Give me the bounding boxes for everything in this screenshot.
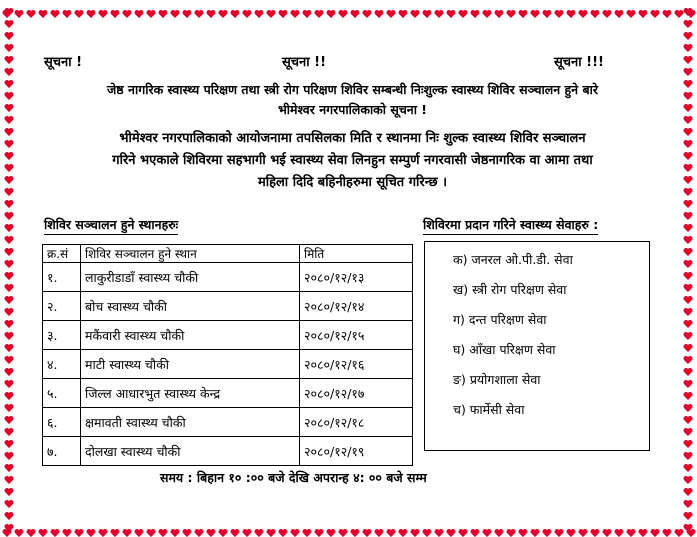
services-box bbox=[424, 241, 650, 451]
heart-icon bbox=[458, 523, 468, 533]
heart-icon bbox=[542, 4, 552, 14]
heart-icon bbox=[254, 523, 264, 533]
heart-icon bbox=[626, 523, 636, 533]
heart-icon bbox=[482, 4, 492, 14]
heart-icon bbox=[4, 470, 14, 480]
heart-icon bbox=[170, 523, 180, 533]
heart-icon bbox=[62, 4, 72, 14]
heart-icon bbox=[4, 182, 14, 192]
header-date: मिति bbox=[300, 245, 413, 263]
heart-icon bbox=[26, 523, 36, 533]
row-location: माटी स्वास्थ्य चौकी bbox=[81, 350, 300, 379]
intro-line-1: भीमेश्वर नगरपालिकाको आयोजनामा तपसिलका मिति र स्थानमा निः शुल्क स्वास्थ्य शिविर सञ्चालन bbox=[119, 131, 586, 146]
heart-icon bbox=[182, 4, 192, 14]
heart-border-right bbox=[679, 0, 697, 537]
heart-icon bbox=[50, 4, 60, 14]
heart-icon bbox=[683, 194, 693, 204]
heart-icon bbox=[566, 4, 576, 14]
heart-icon bbox=[683, 170, 693, 180]
heart-icon bbox=[4, 98, 14, 108]
heart-icon bbox=[314, 4, 324, 14]
heart-icon bbox=[4, 362, 14, 372]
row-serial: ५. bbox=[43, 379, 81, 408]
heart-icon bbox=[302, 4, 312, 14]
heart-icon bbox=[4, 146, 14, 156]
heart-icon bbox=[4, 434, 14, 444]
heart-icon bbox=[683, 146, 693, 156]
heart-icon bbox=[266, 4, 276, 14]
heart-icon bbox=[302, 523, 312, 533]
heart-icon bbox=[4, 158, 14, 168]
heart-border-bottom bbox=[0, 519, 697, 537]
table-header-row bbox=[43, 245, 413, 263]
table-row bbox=[43, 321, 413, 350]
heart-icon bbox=[62, 523, 72, 533]
heart-icon bbox=[683, 314, 693, 324]
heart-icon bbox=[386, 4, 396, 14]
heart-icon bbox=[683, 482, 693, 492]
table-row bbox=[43, 350, 413, 379]
heart-icon bbox=[683, 350, 693, 360]
heart-icon bbox=[650, 4, 660, 14]
heart-icon bbox=[422, 4, 432, 14]
heart-icon bbox=[683, 506, 693, 516]
heart-icon bbox=[194, 523, 204, 533]
heart-icon bbox=[662, 4, 672, 14]
heart-icon bbox=[662, 523, 672, 533]
heart-icon bbox=[683, 410, 693, 420]
row-serial: ४. bbox=[43, 350, 81, 379]
heart-icon bbox=[362, 523, 372, 533]
heart-icon bbox=[683, 14, 693, 24]
heart-icon bbox=[4, 338, 14, 348]
heart-icon bbox=[4, 194, 14, 204]
intro-line-2: गरिने भएकाले शिविरमा सहभागी भई स्वास्थ्य सेवा लिनहुन सम्पुर्ण नगरवासी जेष्ठनागरिक वा आमा तथा bbox=[112, 153, 593, 168]
heart-icon bbox=[602, 4, 612, 14]
heart-icon bbox=[518, 523, 528, 533]
heart-icon bbox=[4, 254, 14, 264]
row-serial: १. bbox=[43, 263, 81, 292]
heart-icon bbox=[506, 523, 516, 533]
heart-icon bbox=[4, 350, 14, 360]
heart-icon bbox=[134, 4, 144, 14]
heart-icon bbox=[614, 4, 624, 14]
services-list bbox=[453, 250, 573, 430]
heart-icon bbox=[4, 314, 14, 324]
heart-icon bbox=[158, 4, 168, 14]
row-serial: ६. bbox=[43, 408, 81, 437]
heart-icon bbox=[470, 523, 480, 533]
heart-icon bbox=[4, 62, 14, 72]
heart-icon bbox=[170, 4, 180, 14]
heart-icon bbox=[650, 523, 660, 533]
heart-icon bbox=[683, 38, 693, 48]
heart-icon bbox=[4, 458, 14, 468]
heart-icon bbox=[578, 523, 588, 533]
heart-icon bbox=[434, 4, 444, 14]
heart-icon bbox=[683, 494, 693, 504]
heart-icon bbox=[554, 523, 564, 533]
heart-icon bbox=[683, 122, 693, 132]
heart-icon bbox=[683, 470, 693, 480]
heart-icon bbox=[458, 4, 468, 14]
notice-heading-2: सूचना !! bbox=[282, 55, 327, 70]
heart-icon bbox=[290, 523, 300, 533]
list-item: क) जनरल ओ.पी.डी. सेवा bbox=[453, 252, 573, 267]
heart-border-top bbox=[0, 0, 697, 18]
camp-timing: समय : बिहान १० :०० बजे देखि अपरान्ह ४: ०० बजे सम्म bbox=[160, 470, 427, 485]
heart-icon bbox=[542, 523, 552, 533]
heart-icon bbox=[683, 278, 693, 288]
heart-icon bbox=[683, 98, 693, 108]
heart-icon bbox=[122, 4, 132, 14]
heart-icon bbox=[218, 523, 228, 533]
heart-icon bbox=[683, 422, 693, 432]
heart-icon bbox=[242, 4, 252, 14]
heart-icon bbox=[146, 523, 156, 533]
heart-icon bbox=[482, 523, 492, 533]
heart-icon bbox=[422, 523, 432, 533]
heart-icon bbox=[326, 523, 336, 533]
heart-icon bbox=[350, 4, 360, 14]
heart-icon bbox=[110, 4, 120, 14]
heart-icon bbox=[374, 523, 384, 533]
row-serial: ७. bbox=[43, 437, 81, 466]
heart-icon bbox=[683, 398, 693, 408]
heart-icon bbox=[683, 110, 693, 120]
heart-icon bbox=[290, 4, 300, 14]
heart-icon bbox=[446, 523, 456, 533]
heart-icon bbox=[683, 158, 693, 168]
notice-headings bbox=[44, 52, 654, 72]
heart-icon bbox=[554, 4, 564, 14]
heart-icon bbox=[134, 523, 144, 533]
heart-icon bbox=[338, 523, 348, 533]
heart-icon bbox=[4, 122, 14, 132]
heart-icon bbox=[254, 4, 264, 14]
table-row bbox=[43, 437, 413, 466]
heart-icon bbox=[4, 230, 14, 240]
heart-icon bbox=[590, 523, 600, 533]
subject-line-2: भीमेश्वर नगरपालिकाको सूचना ! bbox=[277, 102, 427, 117]
heart-icon bbox=[683, 242, 693, 252]
heart-icon bbox=[683, 26, 693, 36]
heart-icon bbox=[242, 523, 252, 533]
heart-icon bbox=[683, 134, 693, 144]
heart-icon bbox=[4, 386, 14, 396]
row-date: २०८०/१२/१९ bbox=[300, 437, 413, 466]
notice-subject bbox=[50, 80, 655, 120]
heart-icon bbox=[362, 4, 372, 14]
heart-icon bbox=[683, 338, 693, 348]
sites-section-title: शिविर सञ्चालन हुने स्थानहरुः bbox=[44, 216, 178, 235]
row-date: २०८०/१२/१४ bbox=[300, 292, 413, 321]
heart-icon bbox=[683, 230, 693, 240]
heart-icon bbox=[4, 518, 14, 528]
heart-icon bbox=[410, 4, 420, 14]
heart-icon bbox=[638, 523, 648, 533]
heart-icon bbox=[683, 2, 693, 12]
heart-icon bbox=[683, 290, 693, 300]
row-location: क्षमावती स्वास्थ्य चौकी bbox=[81, 408, 300, 437]
heart-icon bbox=[626, 4, 636, 14]
heart-icon bbox=[683, 386, 693, 396]
heart-icon bbox=[50, 523, 60, 533]
heart-icon bbox=[314, 523, 324, 533]
list-item: च) फार्मेसी सेवा bbox=[453, 402, 525, 417]
heart-icon bbox=[278, 4, 288, 14]
heart-icon bbox=[374, 4, 384, 14]
heart-icon bbox=[602, 523, 612, 533]
heart-icon bbox=[26, 4, 36, 14]
heart-icon bbox=[122, 523, 132, 533]
heart-icon bbox=[146, 4, 156, 14]
heart-icon bbox=[434, 523, 444, 533]
table-row bbox=[43, 263, 413, 292]
intro-line-3: महिला दिदि बहिनीहरुमा सूचित गरिन्छ । bbox=[257, 175, 448, 190]
heart-icon bbox=[338, 4, 348, 14]
heart-icon bbox=[4, 86, 14, 96]
list-item: ङ) प्रयोगशाला सेवा bbox=[453, 372, 541, 387]
heart-icon bbox=[98, 523, 108, 533]
heart-icon bbox=[4, 74, 14, 84]
heart-icon bbox=[266, 523, 276, 533]
services-section-title: शिविरमा प्रदान गरिने स्वास्थ्य सेवाहरु : bbox=[423, 216, 598, 235]
heart-icon bbox=[326, 4, 336, 14]
heart-border-left bbox=[0, 0, 18, 537]
heart-icon bbox=[4, 50, 14, 60]
heart-icon bbox=[683, 74, 693, 84]
table-row bbox=[43, 379, 413, 408]
heart-icon bbox=[206, 523, 216, 533]
row-location: मकैंवारी स्वास्थ्य चौकी bbox=[81, 321, 300, 350]
heart-icon bbox=[230, 4, 240, 14]
heart-icon bbox=[578, 4, 588, 14]
heart-icon bbox=[158, 523, 168, 533]
header-serial: क्र.सं bbox=[43, 245, 81, 263]
heart-icon bbox=[4, 494, 14, 504]
heart-icon bbox=[683, 254, 693, 264]
heart-icon bbox=[4, 422, 14, 432]
heart-icon bbox=[683, 434, 693, 444]
table-row bbox=[43, 408, 413, 437]
heart-icon bbox=[4, 278, 14, 288]
heart-icon bbox=[446, 4, 456, 14]
heart-icon bbox=[683, 362, 693, 372]
heart-icon bbox=[206, 4, 216, 14]
heart-icon bbox=[4, 326, 14, 336]
heart-icon bbox=[110, 523, 120, 533]
heart-icon bbox=[4, 374, 14, 384]
list-item: ख) स्त्री रोग परिक्षण सेवा bbox=[453, 282, 567, 297]
heart-icon bbox=[4, 218, 14, 228]
heart-icon bbox=[38, 523, 48, 533]
heart-icon bbox=[4, 302, 14, 312]
heart-icon bbox=[4, 290, 14, 300]
heart-icon bbox=[4, 446, 14, 456]
heart-icon bbox=[4, 2, 14, 12]
header-location: शिविर सञ्चालन हुने स्थान bbox=[81, 245, 300, 263]
row-location: लाकुरीडाडाँ स्वास्थ्य चौकी bbox=[81, 263, 300, 292]
heart-icon bbox=[530, 523, 540, 533]
heart-icon bbox=[4, 170, 14, 180]
heart-icon bbox=[4, 482, 14, 492]
heart-icon bbox=[4, 266, 14, 276]
list-item: ग) दन्त परिक्षण सेवा bbox=[453, 312, 547, 327]
heart-icon bbox=[4, 242, 14, 252]
notice-heading-3: सूचना !!! bbox=[554, 55, 604, 70]
heart-icon bbox=[4, 398, 14, 408]
heart-icon bbox=[683, 206, 693, 216]
heart-icon bbox=[38, 4, 48, 14]
heart-icon bbox=[683, 50, 693, 60]
heart-icon bbox=[230, 523, 240, 533]
heart-icon bbox=[683, 446, 693, 456]
row-date: २०८०/१२/१८ bbox=[300, 408, 413, 437]
heart-icon bbox=[218, 4, 228, 14]
heart-icon bbox=[590, 4, 600, 14]
heart-icon bbox=[398, 523, 408, 533]
heart-icon bbox=[683, 326, 693, 336]
heart-icon bbox=[683, 62, 693, 72]
heart-icon bbox=[4, 206, 14, 216]
heart-icon bbox=[350, 523, 360, 533]
subject-line-1: जेष्ठ नागरिक स्वास्थ्य परिक्षण तथा स्त्री रोग परिक्षण शिविर सम्बन्धी निःशुल्क स्वास्थ्य शिविर सञ्चालन हुने बारे bbox=[107, 82, 598, 97]
heart-icon bbox=[614, 523, 624, 533]
heart-icon bbox=[410, 523, 420, 533]
heart-icon bbox=[4, 410, 14, 420]
row-date: २०८०/१२/१६ bbox=[300, 350, 413, 379]
row-date: २०८०/१२/१५ bbox=[300, 321, 413, 350]
row-date: २०८०/१२/१७ bbox=[300, 379, 413, 408]
heart-icon bbox=[74, 4, 84, 14]
list-item: घ) आँखा परिक्षण सेवा bbox=[453, 342, 556, 357]
row-serial: २. bbox=[43, 292, 81, 321]
heart-icon bbox=[638, 4, 648, 14]
heart-icon bbox=[86, 523, 96, 533]
heart-icon bbox=[86, 4, 96, 14]
heart-icon bbox=[74, 523, 84, 533]
heart-icon bbox=[683, 218, 693, 228]
heart-icon bbox=[683, 374, 693, 384]
notice-heading-1: सूचना ! bbox=[44, 55, 83, 70]
heart-icon bbox=[386, 523, 396, 533]
heart-icon bbox=[278, 523, 288, 533]
heart-icon bbox=[506, 4, 516, 14]
heart-icon bbox=[683, 182, 693, 192]
heart-icon bbox=[4, 38, 14, 48]
heart-icon bbox=[4, 14, 14, 24]
sites-table bbox=[42, 244, 413, 466]
row-location: दोलखा स्वास्थ्य चौकी bbox=[81, 437, 300, 466]
heart-icon bbox=[683, 458, 693, 468]
heart-icon bbox=[518, 4, 528, 14]
heart-icon bbox=[4, 134, 14, 144]
heart-icon bbox=[566, 523, 576, 533]
heart-icon bbox=[494, 4, 504, 14]
heart-icon bbox=[98, 4, 108, 14]
heart-icon bbox=[182, 523, 192, 533]
row-location: जिल्ल आधारभुत स्वास्थ्य केन्द्र bbox=[81, 379, 300, 408]
heart-icon bbox=[683, 266, 693, 276]
heart-icon bbox=[398, 4, 408, 14]
heart-icon bbox=[470, 4, 480, 14]
heart-icon bbox=[4, 110, 14, 120]
row-location: बोच स्वास्थ्य चौकी bbox=[81, 292, 300, 321]
heart-icon bbox=[683, 302, 693, 312]
heart-icon bbox=[530, 4, 540, 14]
row-date: २०८०/१२/१३ bbox=[300, 263, 413, 292]
notice-intro bbox=[50, 128, 655, 194]
table-row bbox=[43, 292, 413, 321]
heart-icon bbox=[194, 4, 204, 14]
row-serial: ३. bbox=[43, 321, 81, 350]
heart-icon bbox=[4, 506, 14, 516]
heart-icon bbox=[683, 86, 693, 96]
heart-icon bbox=[683, 518, 693, 528]
heart-icon bbox=[4, 26, 14, 36]
heart-icon bbox=[494, 523, 504, 533]
